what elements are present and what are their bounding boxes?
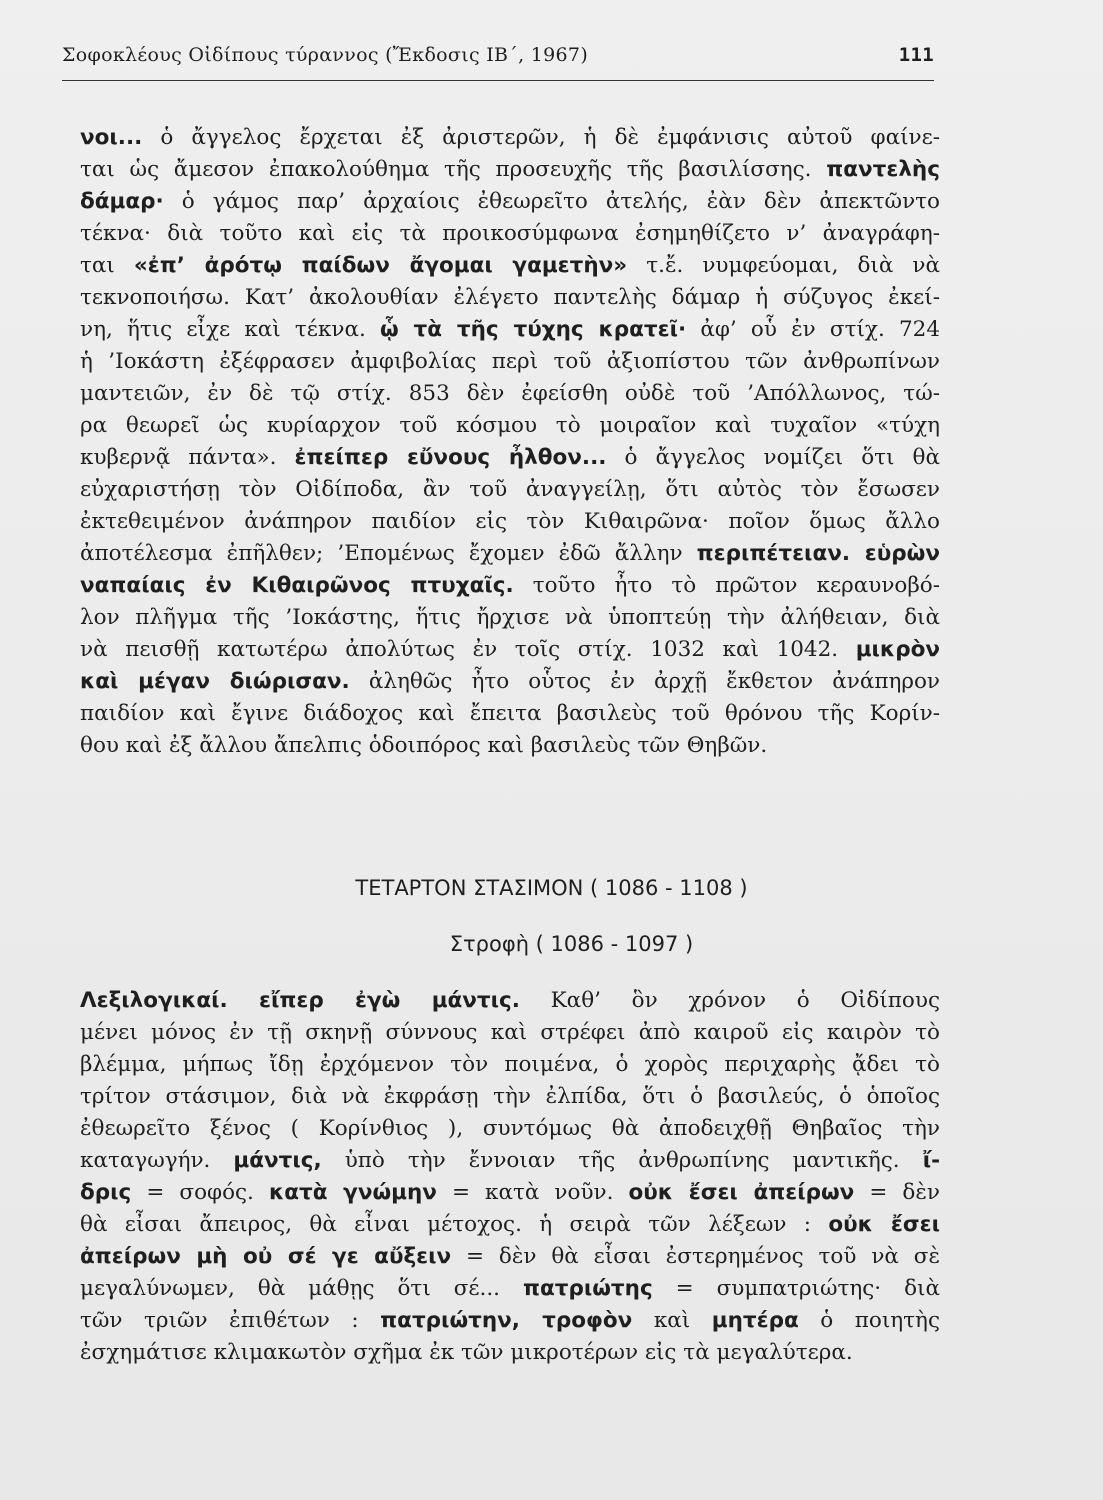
lemma-text: καὶ μέγαν διώρισαν. [80,669,350,694]
commentary-text [80,122,940,762]
text-run: = δὲν θὰ εἶσαι ἐστερημένος τοῦ νὰ σὲ [451,1244,940,1269]
text-line [80,1337,940,1369]
text-line [80,1049,940,1081]
text-line [80,122,940,154]
lemma-text: μικρὸν [855,637,940,662]
text-run: ὑπὸ τὴν ἔννοιαν τῆς ἀνθρωπίνης μαντικῆς. [321,1148,923,1173]
text-run: κυβερνᾷ πάντα». [80,445,295,470]
lemma-text: ναπαίαις ἐν Κιθαιρῶνος πτυχαῖς. [80,573,514,598]
lemma-text: «ἐπ’ ἀρότῳ παίδων ἄγομαι γαμετὴν» [133,253,628,278]
text-run: θὰ εἶσαι ἄπειρος, θὰ εἶναι μέτοχος. ἡ σειρὰ τῶν λέξεων : [80,1212,829,1237]
text-line [80,250,940,282]
text-run: ἡ ’Ιοκάστη ἐξέφρασεν ἀμφιβολίας περὶ τοῦ ἀξιοπίστου τῶν ἀνθρωπίνων [80,349,940,374]
text-run: μεγαλύνωμεν, θὰ μάθῃς ὅτι σέ... [80,1276,523,1301]
lemma-text: ἴ- [922,1148,940,1173]
text-line [80,378,940,410]
text-run: μένει μόνος ἐν τῇ σκηνῇ σύννους καὶ στρέφει ἀπὸ καιροῦ εἰς καιρὸν τὸ [80,1020,940,1045]
text-run: = δὲν [854,1180,940,1205]
text-line [80,346,940,378]
lemma-text: μητέρα [711,1308,799,1333]
lexical-notes-text [80,985,940,1369]
text-run: τοῦτο ἦτο τὸ πρῶτον κεραυνοβό- [513,573,940,598]
running-head [62,44,934,66]
text-run: = σοφός. [131,1180,269,1205]
section-heading: ΤΕΤΑΡΤΟΝ ΣΤΑΣΙΜΟΝ ( 1086 - 1108 ) [355,876,748,900]
text-run: τ.ἔ. νυμφεύομαι, διὰ νὰ [627,253,940,278]
text-run: = κατὰ νοῦν. [436,1180,629,1205]
text-run: τρίτον στάσιμον, διὰ νὰ ἐκφράσῃ τὴν ἐλπίδα, ὅτι ὁ βασιλεύς, ὁ ὁποῖος [80,1084,940,1109]
lemma-text: πατριώτην, τροφὸν [380,1308,633,1333]
text-line [80,698,940,730]
text-run: τῶν τριῶν ἐπιθέτων : [80,1308,381,1333]
text-run: νη, ἥτις εἶχε καὶ τέκνα. [80,317,380,342]
text-line [80,506,940,538]
text-run: Καθ’ ὃν χρόνον ὁ Οἰδίπους [519,988,940,1013]
lemma-text: οὐκ ἔσει ἀπείρων [628,1180,855,1205]
text-line [80,634,940,666]
text-run: ται [80,253,134,278]
text-line [80,538,940,570]
text-line [80,602,940,634]
text-run: ρα θεωρεῖ ὡς κυρίαρχον τοῦ κόσμου τὸ μοιραῖον καὶ τυχαῖον «τύχη [80,413,940,438]
text-run: ὁ ποιητὴς [798,1308,940,1333]
running-title: Σοφοκλέους Οἰδίπους τύραννος (Ἔκδοσις ΙΒ΄, 1967) [62,44,589,66]
page-number: 111 [898,44,934,66]
text-line [80,985,940,1017]
lemma-text: οὐκ ἔσει [828,1212,940,1237]
text-line [80,1305,940,1337]
text-run: λον πλῆγμα τῆς ’Ιοκάστης, ἥτις ἤρχισε νὰ ὑποπτεύῃ τὴν ἀλήθειαν, διὰ [80,605,940,630]
text-run: ἀληθῶς ἦτο οὗτος ἐν ἀρχῇ ἔκθετον ἀνάπηρον [349,669,941,694]
text-line [80,1209,940,1241]
text-run: τέκνα· διὰ τοῦτο καὶ εἰς τὰ προικοσύμφωνα ἐσημηθίζετο ν’ ἀναγράφη- [80,221,940,246]
text-run: παιδίον καὶ ἔγινε διάδοχος καὶ ἔπειτα βασιλεὺς τοῦ θρόνου τῆς Κορίν- [80,701,940,726]
text-run: ται ὡς ἄμεσον ἐπακολούθημα τῆς προσευχῆς τῆς βασιλίσσης. [80,157,827,182]
text-line [80,1241,940,1273]
text-run: ἀφ’ οὗ ἐν στίχ. 724 [686,317,941,342]
text-line [80,1113,940,1145]
text-line [80,1177,940,1209]
text-run: νὰ πεισθῇ κατωτέρω ἀπολύτως ἐν τοῖς στίχ. 1032 καὶ 1042. [80,637,856,662]
lemma-text: μάντις, [233,1148,322,1173]
text-run: ἐκτεθειμένον ἀνάπηρον παιδίον εἰς τὸν Κιθαιρῶνα· ποῖον ὅμως ἄλλο [80,509,940,534]
text-line [80,1017,940,1049]
text-run: καταγωγήν. [80,1148,234,1173]
text-run: εὐχαριστήσῃ τὸν Οἰδίποδα, ἂν τοῦ ἀναγγείλῃ, ὅτι αὐτὸς τὸν ἔσωσεν [80,477,940,502]
text-line [80,730,940,762]
text-run: βλέμμα, μήπως ἴδῃ ἐρχόμενον τὸν ποιμένα, ὁ χορὸς περιχαρὴς ᾄδει τὸ [80,1052,940,1077]
text-run: καὶ [632,1308,712,1333]
text-line [80,666,940,698]
header-rule [62,80,934,81]
text-run: τεκνοποιήσω. Κατ’ ἀκολουθίαν ἐλέγετο παντελὴς δάμαρ ἡ σύζυγος ἐκεί- [80,285,940,310]
lemma-text: πατριώτης [522,1276,653,1301]
text-run: ἐθεωρεῖτο ξένος ( Κορίνθιος ), συντόμως θὰ ἀποδειχθῇ Θηβαῖος τὴν [80,1116,940,1141]
text-line [80,282,940,314]
lemma-text: παντελὴς [826,157,940,182]
lemma-text: δρις [80,1180,132,1205]
text-line [80,1145,940,1177]
lemma-text: ἐπείπερ εὔνους ἦλθον... [294,445,607,470]
lemma-text: δάμαρ· [80,189,164,214]
text-run: = συμπατριώτης· διὰ [652,1276,940,1301]
text-run: θου καὶ ἐξ ἄλλου ἄπελπις ὁδοιπόρος καὶ βασιλεὺς τῶν Θηβῶν. [80,733,768,758]
lemma-text: Λεξιλογικαί. εἴπερ ἐγὼ μάντις. [80,988,520,1013]
text-run: ὁ ἄγγελος νομίζει ὅτι θὰ [606,445,941,470]
subsection-heading: Στροφὴ ( 1086 - 1097 ) [449,932,694,956]
text-run: ὁ ἄγγελος ἔρχεται ἐξ ἀριστερῶν, ἡ δὲ ἐμφάνισις αὐτοῦ φαίνε- [142,125,940,150]
text-line [80,442,940,474]
text-line [80,474,940,506]
text-line [80,570,940,602]
lemma-text: περιπέτειαν. εὑρὼν [696,541,941,566]
text-line [80,218,940,250]
lemma-text: ἀπείρων μὴ οὐ σέ γε αὔξειν [80,1244,452,1269]
text-line [80,314,940,346]
text-line [80,410,940,442]
text-line [80,154,940,186]
lemma-text: κατὰ γνώμην [268,1180,437,1205]
lemma-text: νοι... [80,125,143,150]
lemma-text: ᾧ τὰ τῆς τύχης κρατεῖ· [380,317,687,342]
text-line [80,1081,940,1113]
text-run: ἐσχημάτισε κλιμακωτὸν σχῆμα ἐκ τῶν μικροτέρων εἰς τὰ μεγαλύτερα. [80,1340,853,1365]
text-run: ἀποτέλεσμα ἐπῆλθεν; ’Επομένως ἔχομεν ἐδῶ ἄλλην [80,541,697,566]
text-run: μαντειῶν, ἐν δὲ τῷ στίχ. 853 δὲν ἐφείσθη οὐδὲ τοῦ ’Απόλλωνος, τώ- [80,381,940,406]
text-line [80,1273,940,1305]
text-run: ὁ γάμος παρ’ ἀρχαίοις ἐθεωρεῖτο ἀτελής, ἐὰν δὲν ἀπεκτῶντο [163,189,940,214]
text-line [80,186,940,218]
